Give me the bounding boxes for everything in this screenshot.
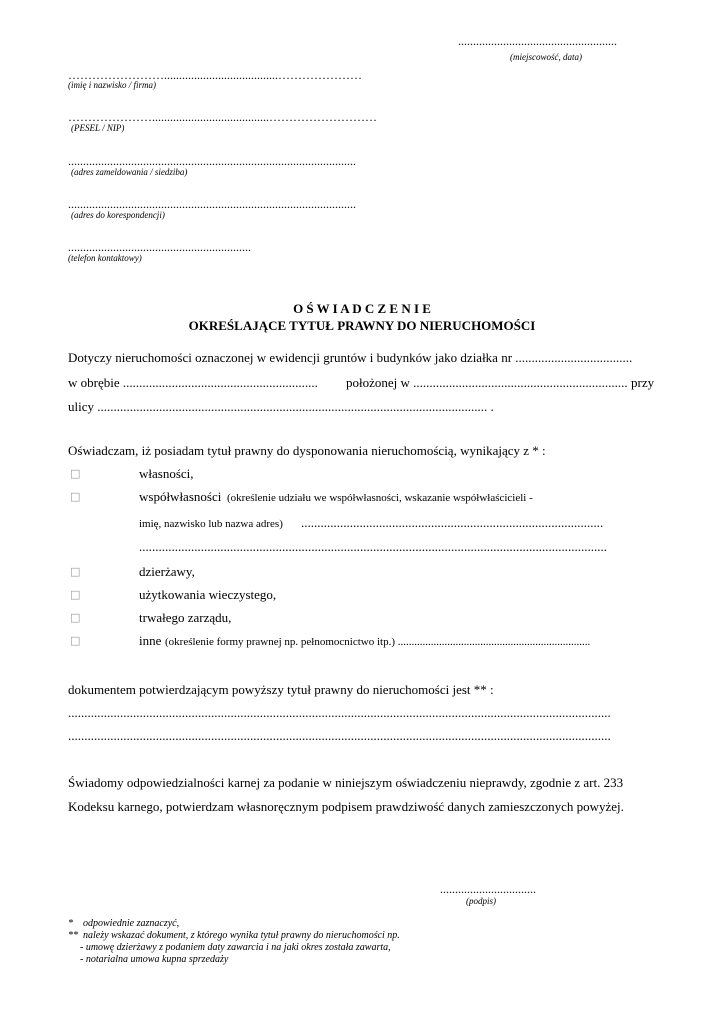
liability-line-2: Kodeksu karnego, potwierdzam własnoręcznym podpisem prawdziwość danych zamieszczonych powyżej. bbox=[68, 799, 624, 814]
address-field-caption: (adres zameldowania / siedziba) bbox=[71, 167, 188, 177]
footnote-3-text: - umowę dzierżawy z podaniem daty zawarcia i na jaki okres została zawarta, bbox=[80, 942, 391, 953]
option-other-note[interactable]: (określenie formy prawnej np. pełnomocnictwo itp.) ...................................................................... bbox=[165, 636, 591, 648]
option-ownership-label: własności, bbox=[139, 466, 194, 481]
pesel-field-dots[interactable]: ………………….......................................……………………… bbox=[68, 110, 377, 124]
footnote-1-mark: * bbox=[68, 918, 73, 929]
document-line-1[interactable]: ....................................................................................................................................................................... bbox=[68, 705, 611, 720]
co-ownership-detail-dots[interactable]: ............................................................................................. bbox=[301, 515, 604, 530]
checkbox-permanent-management[interactable]: □ bbox=[70, 611, 81, 624]
property-line-1: Dotyczy nieruchomości oznaczonej w ewidencji gruntów i budynków jako działka nr .................................... bbox=[68, 350, 633, 365]
property-line-2b: położonej w .................................................................. bbox=[346, 375, 628, 390]
signature-caption: (podpis) bbox=[466, 896, 496, 906]
footnote-2-text: należy wskazać dokument, z którego wynika tytuł prawny do nieruchomości np. bbox=[83, 930, 400, 941]
co-ownership-detail-dots-2[interactable]: ................................................................................................................................................ bbox=[139, 539, 607, 554]
correspondence-field-caption: (adres do korespondencji) bbox=[71, 210, 165, 220]
property-line-3: ulicy ........................................................................................................................ . bbox=[68, 399, 494, 414]
option-permanent-management-label: trwałego zarządu, bbox=[139, 610, 232, 625]
place-date-caption: (miejscowość, data) bbox=[510, 52, 582, 62]
signature-dots[interactable]: ................................ bbox=[440, 882, 536, 896]
checkbox-other[interactable]: □ bbox=[70, 634, 81, 647]
option-other-label: inne bbox=[139, 633, 162, 648]
checkbox-ownership[interactable]: □ bbox=[70, 467, 81, 480]
phone-field-caption: (telefon kontaktowy) bbox=[68, 253, 142, 263]
title-line-1: O Ś W I A D C Z E N I E bbox=[293, 301, 431, 316]
option-perpetual-usufruct-label: użytkowania wieczystego, bbox=[139, 587, 277, 602]
footnote-4-text: - notarialna umowa kupna sprzedaży bbox=[80, 954, 229, 965]
option-co-ownership-note: (określenie udziału we współwłasności, wskazanie współwłaścicieli - bbox=[227, 492, 533, 504]
correspondence-field-dots[interactable]: ................................................................................................ bbox=[68, 197, 356, 211]
document-intro: dokumentem potwierdzającym powyższy tytuł prawny do nieruchomości jest ** : bbox=[68, 682, 494, 697]
co-ownership-detail-text: imię, nazwisko lub nazwa adres) bbox=[139, 518, 283, 530]
option-lease-label: dzierżawy, bbox=[139, 564, 195, 579]
option-co-ownership-label: współwłasności bbox=[139, 489, 222, 504]
liability-line-1: Świadomy odpowiedzialności karnej za podanie w niniejszym oświadczeniu nieprawdy, zgodnie z art. 233 bbox=[68, 775, 624, 790]
property-line-2a: w obrębie ............................................................ bbox=[68, 375, 318, 390]
address-field-dots[interactable]: ................................................................................................ bbox=[68, 154, 356, 168]
name-field-caption: (imię i nazwisko / firma) bbox=[68, 80, 156, 90]
property-line-2c: przy bbox=[631, 375, 655, 390]
document-line-2[interactable]: ....................................................................................................................................................................... bbox=[68, 728, 611, 743]
place-date-dots[interactable]: ..................................................... bbox=[458, 34, 617, 48]
checkbox-lease[interactable]: □ bbox=[70, 565, 81, 578]
checkbox-perpetual-usufruct[interactable]: □ bbox=[70, 588, 81, 601]
footnote-1-text: odpowiednie zaznaczyć, bbox=[83, 918, 180, 929]
pesel-field-caption: (PESEL / NIP) bbox=[71, 123, 125, 133]
declaration-intro: Oświadczam, iż posiadam tytuł prawny do dysponowania nieruchomością, wynikający z * : bbox=[68, 443, 546, 458]
title-line-2: OKREŚLAJĄCE TYTUŁ PRAWNY DO NIERUCHOMOŚCI bbox=[188, 318, 536, 333]
checkbox-co-ownership[interactable]: □ bbox=[70, 490, 81, 503]
footnote-2-mark: ** bbox=[68, 930, 78, 941]
phone-field-dots[interactable]: ............................................................. bbox=[68, 240, 251, 254]
name-field-dots[interactable]: ……………………......................................………………… bbox=[68, 68, 362, 82]
